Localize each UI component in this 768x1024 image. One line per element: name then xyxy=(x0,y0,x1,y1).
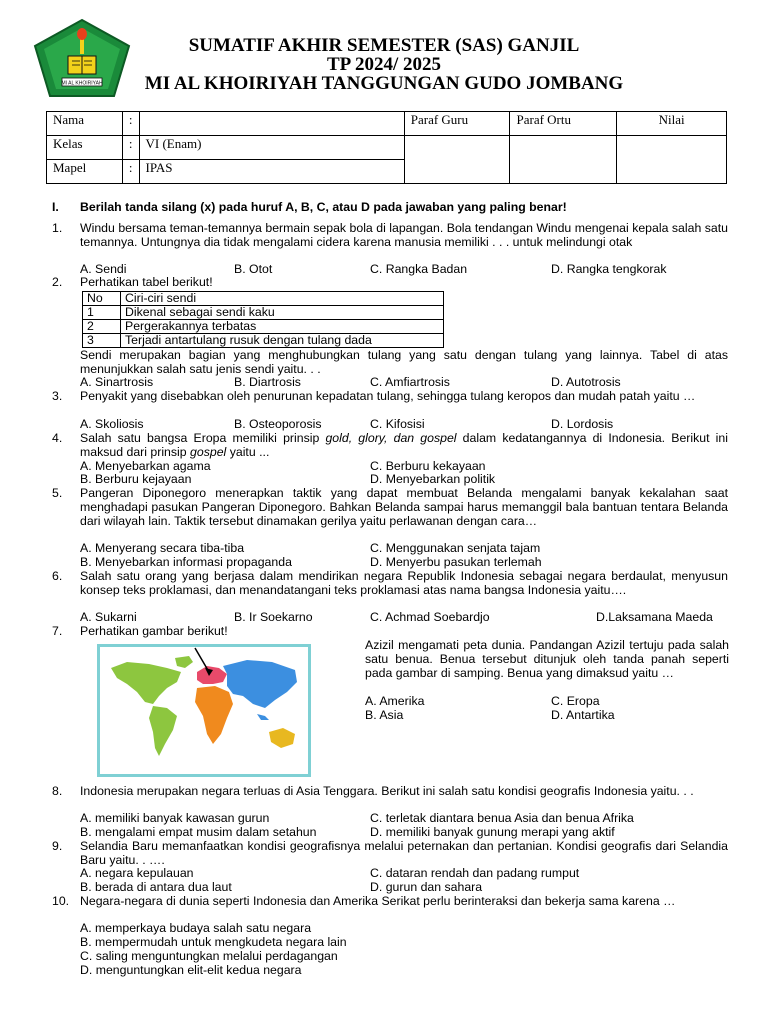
table-cell-ciri: Pergerakannya terbatas xyxy=(121,320,444,334)
option-d[interactable]: D. Antartika xyxy=(551,708,615,722)
option-c[interactable]: C. Eropa xyxy=(551,694,600,708)
option-b[interactable]: B. mengalami empat musim dalam setahun xyxy=(80,825,317,839)
option-c[interactable]: C. Rangka Badan xyxy=(370,262,468,276)
option-d[interactable]: D. menguntungkan elit-elit kedua negara xyxy=(80,963,302,977)
option-d[interactable]: D. Rangka tengkorak xyxy=(551,262,667,276)
option-a[interactable]: A. Amerika xyxy=(365,694,425,708)
option-d[interactable]: D. Autotrosis xyxy=(551,375,621,389)
table-cell-no: 3 xyxy=(83,334,121,348)
option-c[interactable]: C. dataran rendah dan padang rumput xyxy=(370,866,580,880)
option-b[interactable]: B. Berburu kejayaan xyxy=(80,472,192,486)
option-a[interactable]: A. Sinartrosis xyxy=(80,375,154,389)
option-c[interactable]: C. Kifosisi xyxy=(370,417,425,431)
option-b[interactable]: B. Asia xyxy=(365,708,404,722)
question-intro: Perhatikan tabel berikut! xyxy=(80,275,213,289)
option-a[interactable]: A. Skoliosis xyxy=(80,417,144,431)
table-cell-ciri: Dikenal sebagai sendi kaku xyxy=(121,306,444,320)
table-cell-no: 2 xyxy=(83,320,121,334)
student-info-table xyxy=(46,111,727,184)
table-cell-no: 1 xyxy=(83,306,121,320)
option-a[interactable]: A. memiliki banyak kawasan gurun xyxy=(80,811,270,825)
option-a[interactable]: A. Sendi xyxy=(80,262,127,276)
option-a[interactable]: A. memperkaya budaya salah satu negara xyxy=(80,921,312,935)
option-c[interactable]: C. Berburu kekayaan xyxy=(370,459,486,473)
option-d[interactable]: D.Laksamana Maeda xyxy=(596,610,713,624)
option-c[interactable]: C. saling menguntungkan melalui perdagangan xyxy=(80,949,338,963)
option-a[interactable]: A. Menyebarkan agama xyxy=(80,459,211,473)
nilai-box[interactable] xyxy=(617,136,727,184)
question-number: 6. xyxy=(52,569,63,583)
option-b[interactable]: B. mempermudah untuk mengkudeta negara lain xyxy=(80,935,347,949)
colon: : xyxy=(122,112,139,136)
question-text: Indonesia merupakan negara terluas di Asia Tenggara. Berikut ini salah satu kondisi geografis Indonesia yaitu. . . xyxy=(80,784,694,798)
section-instruction: Berilah tanda silang (x) pada huruf A, B, C, atau D pada jawaban yang paling benar! xyxy=(80,200,567,214)
kelas-value: VI (Enam) xyxy=(139,136,404,160)
school-name: MI AL KHOIRIYAH TANGGUNGAN GUDO JOMBANG xyxy=(144,73,624,94)
colon: : xyxy=(122,136,139,160)
question-number: 5. xyxy=(52,486,63,500)
nama-label: Nama xyxy=(47,112,123,136)
option-b[interactable]: B. Menyebarkan informasi propaganda xyxy=(80,555,292,569)
option-d[interactable]: D. Menyerbu pasukan terlemah xyxy=(370,555,542,569)
paraf-guru-header: Paraf Guru xyxy=(404,112,510,136)
question-text: Azizil mengamati peta dunia. Pandangan Azizil tertuju pada salah satu benua. Benua tersebut ditunjuk oleh tanda panah seperti pada gambar di samping. Benua yang dimaksud yaitu … xyxy=(365,638,729,680)
question-number: 1. xyxy=(52,221,63,235)
option-b[interactable]: B. Diartrosis xyxy=(234,375,301,389)
paraf-ortu-box[interactable] xyxy=(510,136,617,184)
question-number: 9. xyxy=(52,839,63,853)
section-number: I. xyxy=(52,200,59,214)
question-number: 2. xyxy=(52,275,63,289)
question-number: 10. xyxy=(52,894,70,908)
option-b[interactable]: B. berada di antara dua laut xyxy=(80,880,232,894)
world-map-image xyxy=(97,644,311,777)
option-c[interactable]: C. Amfiartrosis xyxy=(370,375,450,389)
option-a[interactable]: A. Sukarni xyxy=(80,610,137,624)
joint-characteristics-table xyxy=(82,291,444,348)
question-number: 8. xyxy=(52,784,63,798)
question-text: Penyakit yang disebabkan oleh penurunan kepadatan tulang, sehingga tulang keropos dan mudah patah yaitu … xyxy=(80,389,696,403)
option-a[interactable]: A. Menyerang secara tiba-tiba xyxy=(80,541,245,555)
question-number: 3. xyxy=(52,389,63,403)
table-header-no: No xyxy=(83,292,121,306)
question-text: Salah satu orang yang berjasa dalam mendirikan negara Republik Indonesia sebagai negara berdaulat, menyusun konsep teks proklamasi, dan menandatangani teks proklamasi atas nama bangsa Indonesia yaitu…. xyxy=(80,569,728,597)
paraf-ortu-header: Paraf Ortu xyxy=(510,112,617,136)
table-cell-ciri: Terjadi antartulang rusuk dengan tulang dada xyxy=(121,334,444,348)
question-intro: Perhatikan gambar berikut! xyxy=(80,624,228,638)
question-text: Negara-negara di dunia seperti Indonesia dan Amerika Serikat perlu berinteraksi dan bekerja sama karena … xyxy=(80,894,676,908)
option-a[interactable]: A. negara kepulauan xyxy=(80,866,194,880)
option-b[interactable]: B. Ir Soekarno xyxy=(234,610,313,624)
question-number: 4. xyxy=(52,431,63,445)
nilai-header: Nilai xyxy=(617,112,727,136)
option-c[interactable]: C. Menggunakan senjata tajam xyxy=(370,541,541,555)
question-text: Pangeran Diponegoro menerapkan taktik yang dapat membuat Belanda mengalami banyak kekalahan saat menghadapi pasukan Pangeran Diponegoro. Bahkan Belanda sampai harus memanggil bala bantuan tentara Belanda dari wilayah lain. Taktik tersebut dinamakan gerilya yaitu perlawanan dengan cara… xyxy=(80,486,728,528)
question-number: 7. xyxy=(52,624,63,638)
option-c[interactable]: C. Achmad Soebardjo xyxy=(370,610,490,624)
question-text: Salah satu bangsa Eropa memiliki prinsip gold, glory, dan gospel dalam kedatangannya di Indonesia. Berikut ini maksud dari prinsip gospel yaitu ... xyxy=(80,431,728,459)
paraf-guru-box[interactable] xyxy=(404,136,510,184)
option-b[interactable]: B. Osteoporosis xyxy=(234,417,322,431)
logo-caption: MI AL KHOIRIYAH xyxy=(61,80,103,87)
option-c[interactable]: C. terletak diantara benua Asia dan benua Afrika xyxy=(370,811,634,825)
mapel-label: Mapel xyxy=(47,160,123,184)
option-d[interactable]: D. Menyebarkan politik xyxy=(370,472,496,486)
colon: : xyxy=(122,160,139,184)
question-text: Windu bersama teman-temannya bermain sepak bola di lapangan. Bola tendangan Windu mengenai kepala salah satu temannya. Untungnya dia tidak mengalami cidera karena manusia memiliki . . . untuk melindungi otak xyxy=(80,221,728,249)
nama-field[interactable] xyxy=(139,112,404,136)
option-b[interactable]: B. Otot xyxy=(234,262,273,276)
academic-year: TP 2024/ 2025 xyxy=(326,54,441,75)
option-d[interactable]: D. gurun dan sahara xyxy=(370,880,483,894)
option-d[interactable]: D. Lordosis xyxy=(551,417,614,431)
kelas-label: Kelas xyxy=(47,136,123,160)
table-header-ciri: Ciri-ciri sendi xyxy=(121,292,444,306)
question-text: Selandia Baru memanfaatkan kondisi geografisnya melalui peternakan dan pertanian. Kondisi geografis dari Selandia Baru yaitu. . …. xyxy=(80,839,728,867)
exam-title: SUMATIF AKHIR SEMESTER (SAS) GANJIL xyxy=(188,35,580,56)
mapel-value: IPAS xyxy=(139,160,404,184)
option-d[interactable]: D. memiliki banyak gunung merapi yang aktif xyxy=(370,825,615,839)
question-text: Sendi merupakan bagian yang menghubungkan tulang yang satu dengan tulang yang lainnya. Tabel di atas menunjukkan salah satu jenis sendi yaitu. . . xyxy=(80,348,728,376)
